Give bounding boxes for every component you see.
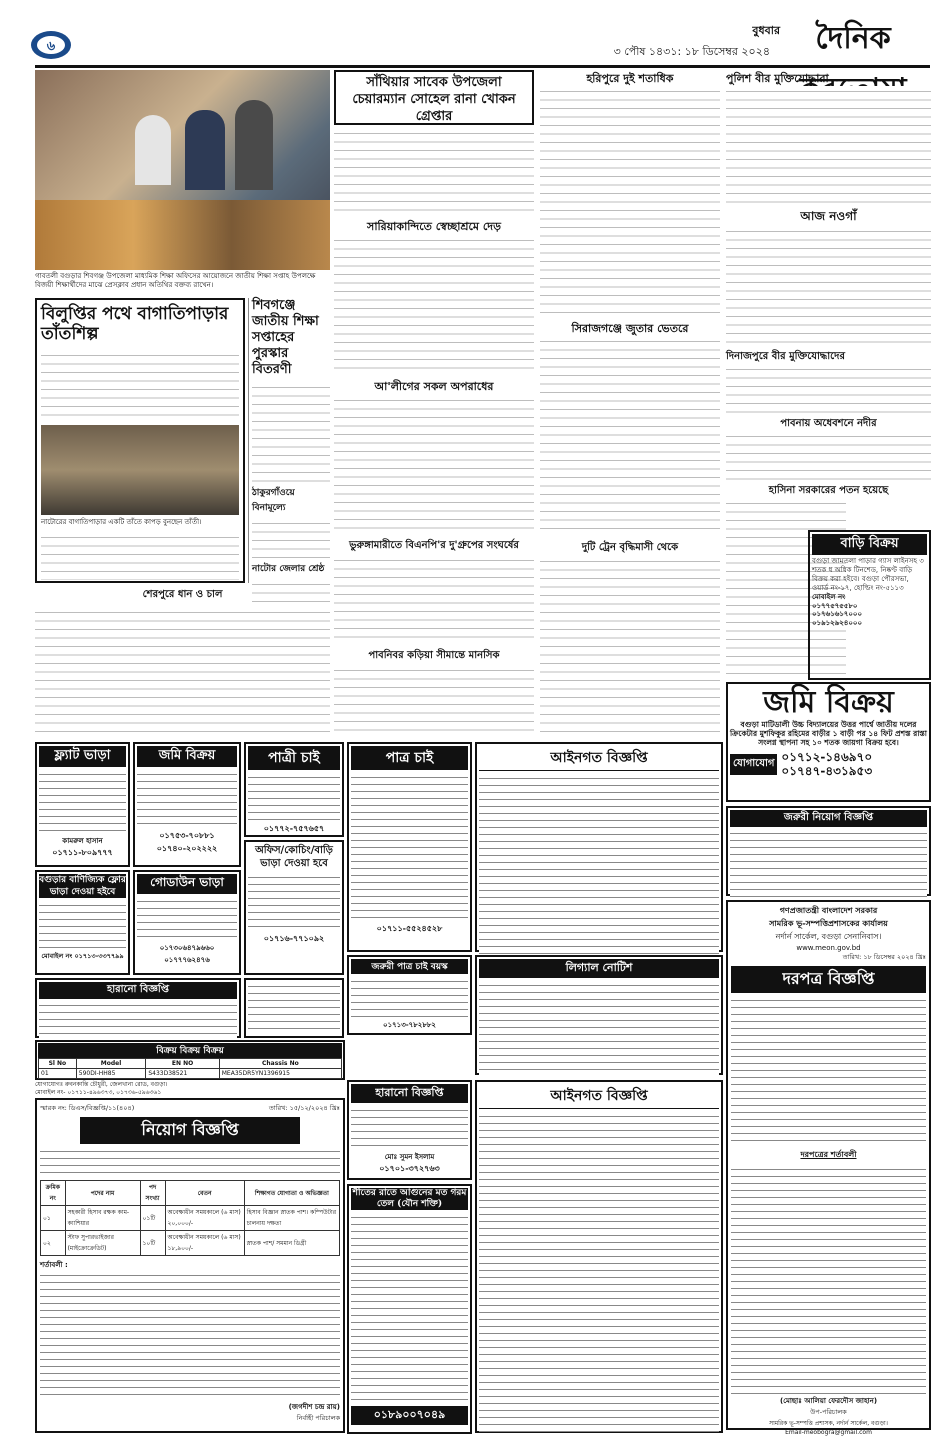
table-header: শিক্ষাগত যোগ্যতা ও অভিজ্ঞতা [244,1181,339,1206]
office-kochi-phone: ০১৭১৬-৭৭১০৯২ [263,934,325,943]
jorury-patro-phone: ০১৭১৩-৭৮২৮৮২ [383,1021,436,1029]
tant-photo-caption: নাটোরের বাগাতিপাড়ার একটি তাঁতে কাপড় বুনছেন তাঁতী। [41,518,202,526]
pabna-right-headline: পাবনায় অধেবশনে নদীর [780,418,877,429]
table-header: ক্রমিক নং [41,1181,66,1206]
masthead-day: বুধবার [752,24,780,37]
table-header: EN NO [146,1059,219,1069]
page-number-badge [30,30,72,60]
ainogoto-2-ad [475,1080,723,1433]
sariakandi-headline: সারিয়াকান্দিতে স্বেচ্ছাশ্রমে দেড় [367,220,501,233]
masthead-paper-name: দৈনিক [815,21,891,56]
natore-headline: নাটোর জেলার শ্রেষ্ঠ [252,564,325,574]
bikroy-mobiles: মোবাইল নং- ০১৭১১-৪৯৬৩৭৩, ০১৭৩৬-৫৯৬৩৬১ [35,1088,162,1096]
jomi-bikroy-big-phone: ০১৭১২-১৪৬৯৭০ [781,750,873,764]
table-row [41,1231,340,1256]
shibganj-article [248,298,330,583]
masthead-rule [35,65,930,68]
jorury-patro-title: জরুরী পাত্র চাই বয়স্ক [351,959,468,974]
thakurgaon-headline: ঠাকুরগাঁওয়ে বিনামূল্যে [252,488,295,513]
office-kochi-title: অফিস/কোচিং/বাড়ি ভাড়া দেওয়া হবে [255,845,333,869]
godown-phone: ০১৭৩০৬৪৭৯৬৬০ [159,944,215,952]
jomi-bikroy-big-ad [726,682,931,802]
niyog-biggopti-ad [35,1098,345,1433]
harano-1-title: হারানো বিজ্ঞপ্তি [39,982,237,999]
page-number: ৬ [46,39,56,54]
godown-phone: ০১৭৭৭৬২৪৭৬ [164,956,210,964]
tant-photo [41,425,239,515]
hori-headline: হরিপুরে দুই শতাধিক [586,72,674,85]
gov-line3: নর্দার্ন সার্কেল, বগুড়া সেনানিবাস। [775,932,882,941]
jomi-bikroy-small-phone: ০১৭৫৩-৭০৮৮১ [159,831,215,840]
bikroy-filler [244,978,344,1038]
gov-website[interactable]: www.meon.gov.bd [796,944,861,952]
legal-notice-ad [475,955,723,1075]
harano-2-title: হারানো বিজ্ঞপ্তি [351,1084,468,1103]
train-headline: দুটি ট্রেন বৃদ্ধিমাসী থেকে [581,542,679,553]
masthead-date: ৩ পৌষ ১৪৩১: ১৮ ডিসেম্বর ২০২৪ [613,45,770,58]
harano-2-phone: ০১৭০১-৩৭২৭৬৩ [379,1164,440,1173]
bari-bikroy-phone: ০১৯১২৯২৪০০০ [812,618,863,627]
arrest-article [334,70,534,125]
arrest-headline: সাঁথিয়ার সাবেক উপজেলা চেয়ারম্যান সোহেল রানা খোকন গ্রেপ্তার [352,75,516,124]
niyog-table [40,1180,340,1256]
bogura-floor-title: বগুড়ার বাণিজ্যিক ফ্লোর ভাড়া দেওয়া হইবে [39,875,126,897]
table-header: Sl No [39,1059,77,1069]
table-cell: স্টাফ সুপারভাইজার (মাইক্রোক্রেডিট) [65,1231,140,1256]
ainogoto-1-title: আইনগত বিজ্ঞপ্তি [479,746,719,771]
office-kochi-ad [244,840,344,975]
table-cell: স্নাতক পাশ/ সমমান ডিগ্রী [244,1231,339,1256]
table-cell: MEA35DR5YN1396915 [219,1069,341,1079]
niyog-ref: স্মারক নং: ডিএস/বিজ্ঞপ্তি/১১(৪০৪) [40,1104,135,1112]
patri-chai-phone: ০১৭৭২-৭৫৭৬৫৭ [263,824,325,833]
jorury-niyog-title: জরুরী নিয়োগ বিজ্ঞপ্তি [730,810,927,827]
table-cell: ০১টি [140,1206,165,1231]
bikroy-bikroy-ad [35,1040,345,1080]
tant-headline: বিলুপ্তির পথে বাগাতিপাড়ার তাঁতশিল্প [41,304,229,344]
jorury-niyog-ad [726,806,931,896]
table-cell: 01 [39,1069,77,1079]
gov-signature-office: সামরিক ভূ-সম্পত্তি প্রশাসক, নর্দার্ন সার্কেল, বগুড়া। [769,1420,888,1427]
bhurungamari-headline: ভুরুঙ্গামারীতে বিএনপি'র দু'গ্রুপের সংঘর্ষের [349,540,519,551]
winter-phone: ০১৮৯০০৭০৪৯ [351,1406,468,1425]
bogura-floor-ad [35,870,130,975]
patro-chai-phone: ০১৭১১-৫৫২৪৫২৮ [376,924,443,933]
ainogoto-2-title: আইনগত বিজ্ঞপ্তি [479,1084,719,1109]
gov-email[interactable]: Email-meobogra@gmail.com [785,1429,872,1436]
harano-2-ad [347,1080,472,1180]
niyog-title: নিয়োগ বিজ্ঞপ্তি [80,1117,300,1144]
bikroy-contact: যোগাযোগঃ রুবনকান্তি চৌধুরী, জেলখানা রোড, বগুড়া। [35,1081,168,1088]
winter-oil-ad [347,1184,472,1434]
jomi-bikroy-small-title: জমি বিক্রয় [137,746,237,767]
photo-caption: গাবতলী বগুড়ার শিবগঞ্জ উপজেলা মাধ্যমিক শিক্ষা অফিসের আয়োজনে জাতীয় শিক্ষা সপ্তাহ উপলক্ষে বিজয়ী শিক্ষার্থীদের মাঝে প্রেসক্লাব প্রধান অতিথির বক্তব্য রাখেন। [35,272,316,289]
naogaon-headline: আজ নওগাঁ [800,209,857,223]
sherpur-headline: শেরপুরে ধান ও চাল [142,589,223,600]
jomi-bikroy-big-contact-label: যোগাযোগ [730,754,777,775]
jomi-bikroy-big-phone: ০১৭৪৭-৪৩১৯৫৩ [781,764,873,778]
bogura-floor-phone: মোবাইল নং ০১৭১৩-৩৩৭৭৯৯ [41,952,124,960]
godown-ad [133,870,241,975]
pabna-center-headline: পাবনিবর কড়িয়া সীমান্তে মানসিক [368,650,500,661]
jomi-bikroy-small-ad [133,742,241,867]
police-headline: পুলিশ বীর মুক্তিযোদ্ধারা [726,72,829,85]
godown-title: গোডাউন ভাড়া [137,874,237,894]
awami-headline: আ'লীগের সকল অপরাধের [374,380,494,393]
sirajganj-headline: সিরাজগঞ্জে জুতার ভেতরে [571,322,689,335]
winter-title: শীতের রাতে আগুনের মত গরম তেল (যৌন শক্তি) [352,1188,467,1209]
niyog-date: তারিখ: ১৫/১২/২০২৪ খ্রিঃ [268,1104,340,1112]
patri-chai-title: পাত্রী চাই [248,746,340,770]
bari-bikroy-ad [808,530,931,680]
gov-title: দরপত্র বিজ্ঞপ্তি [731,966,926,993]
table-header: Model [76,1059,146,1069]
gov-signature-name: (মোছাঃ আলিয়া ফেরদৌস জাহান) [779,1397,878,1405]
harano-1-ad [35,978,241,1038]
table-header: পদের নাম [65,1181,140,1206]
bikroy-contact-block [35,1081,345,1097]
bari-bikroy-body: বগুড়া জামতলা পাড়ার গ্যাস লাইনসহ ৩ শতক ধ অধিক টিনশেড, নিষ্কণ্ট বাড়ি বিক্রয় করা হইবে। বগুড়া পৌরসভা, ওয়ার্ড নং-১৭, হোল্ডিং নং-৫১১৩ [812,557,924,592]
table-row [41,1206,340,1231]
table-cell: অবেক্ষাধীন সময়কালে (৬ মাস) ১৮,৯০০/- [165,1231,244,1256]
jomi-bikroy-small-phone: ০১৭৪০-২০২২২২ [156,844,218,853]
jomi-bikroy-big-body: বগুড়া মাটিডালী উচ্চ বিদ্যালয়ের উত্তর পার্শ্বে জাতীয় দলের ক্রিকেটার মুশফিকুর রহিমের বাড়ীর ১ বাড়ী পর ১৪ ফিট প্রশস্ত রাস্তা সংলগ্ন স্থাপনা সহ ১০ শতক জায়গা বিক্রয় হবে। [730,720,927,747]
gov-conditions-title: দরপত্রের শর্তাবলী [800,1150,857,1159]
patri-chai-ad [244,742,344,837]
table-header: পদ সংখ্যা [140,1181,165,1206]
table-header: বেতন [165,1181,244,1206]
table-cell: হিসাব বিজ্ঞান স্নাতক পাশ। কম্পিউটার চালনায় দক্ষতা [244,1206,339,1231]
sherpur-article [35,587,330,735]
dinajpur-headline: দিনাজপুরে বীর মুক্তিযোদ্ধাদের [726,351,845,362]
gov-tender-notice [726,900,931,1436]
table-cell: অবেক্ষাধীন সময়কালে (৬ মাস) ২০,০০০/- [165,1206,244,1231]
niyog-terms-title: শর্তাবলী : [40,1261,68,1269]
flat-vara-ad [35,742,130,867]
gov-line1: গণপ্রজাতন্ত্রী বাংলাদেশ সরকার [779,906,878,915]
bikroy-table [38,1058,342,1079]
gov-line2: সামরিক ভূ-সম্পত্তিপ্রশাসকের কার্যালয় [769,919,888,928]
table-header: Chassis No [219,1059,341,1069]
bikroy-bikroy-title: বিক্রয় বিক্রয় বিক্রয় [38,1043,342,1058]
table-cell: S433D38521 [146,1069,219,1079]
ainogoto-1-ad [475,742,723,952]
harano-2-name: মোঃ সুমন ইসলাম [384,1153,435,1161]
bari-bikroy-mobile-label: মোবাইল নং [812,593,846,601]
niyog-signature: (জগদীশ চন্দ্র রায়) [288,1403,340,1411]
bari-bikroy-phone: ০১৭৭৫৭৫৫৮০ [812,601,858,610]
table-cell: সহকারী হিসাব রক্ষক কাম-ক্যাশিয়ার [65,1206,140,1231]
patro-chai-ad [347,742,472,952]
table-cell: ১০টি [140,1231,165,1256]
shibganj-headline: শিবগঞ্জে জাতীয় শিক্ষা সপ্তাহের পুরস্কার বিতরণী [252,298,319,377]
flat-vara-name: কামরুল হাসান [62,837,103,845]
bari-bikroy-title: বাড়ি বিক্রয় [812,534,927,555]
hasina-headline: হাসিনা সরকারের পতন হয়েছে [768,485,889,496]
legal-notice-title: লিগ্যাল নোটিশ [479,959,719,978]
flat-vara-title: ফ্ল্যাট ভাড়া [39,746,126,767]
table-cell: ০১ [41,1206,66,1231]
niyog-signature-role: নির্বাহী পরিচালক [296,1414,340,1422]
gov-signature-role: উপ-পরিচালক [810,1408,847,1416]
jorury-patro-ad [347,955,472,1035]
table-cell: 590DI-HH85 [76,1069,146,1079]
flat-vara-phone: ০১৭১১-৮০৯৭৭৭ [52,848,113,857]
patro-chai-title: পাত্র চাই [351,746,468,770]
bari-bikroy-phone: ০১৭৬১৬১৭০০০ [812,610,863,618]
table-cell: ০২ [41,1231,66,1256]
tant-article [35,298,245,583]
award-ceremony-photo [35,70,330,270]
gov-date: তারিখ: ১৮ ডিসেম্বর ২০২৪ খ্রিঃ [842,953,926,961]
jomi-bikroy-big-title: জমি বিক্রয় [763,685,894,720]
tant-body [41,350,239,420]
